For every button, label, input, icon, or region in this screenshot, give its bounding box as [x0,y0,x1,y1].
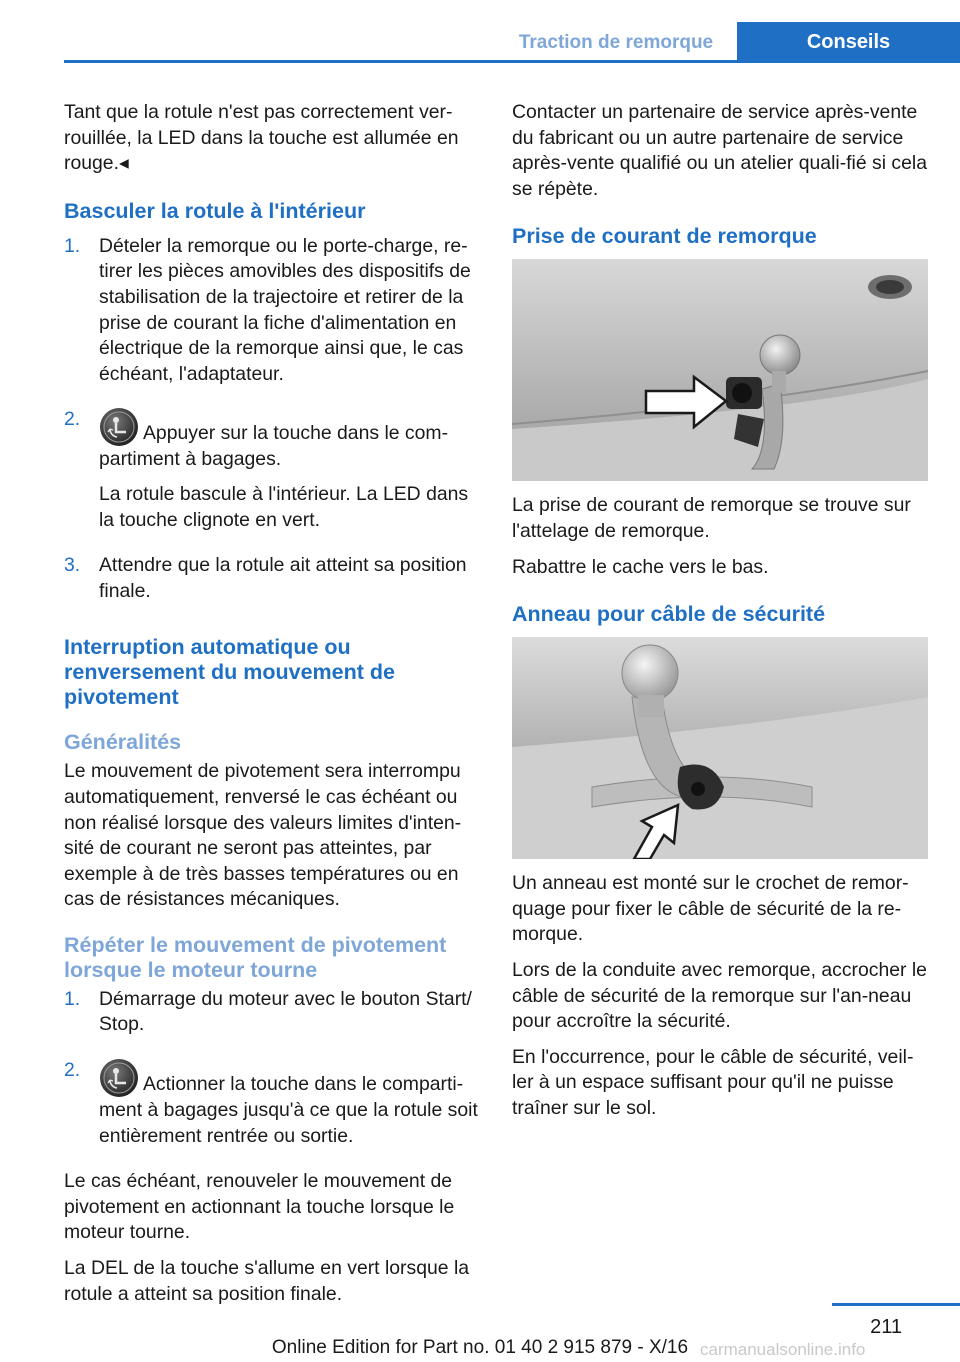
step-subtext: La rotule bascule à l'intérieur. La LED dans la touche clignote en vert. [99,482,469,531]
list-item [64,234,480,397]
prise-paragraph-1: La prise de courant de remorque se trouve sur l'attelage de remorque. [512,494,911,542]
repeter-paragraph-2: La DEL de la touche s'allume en vert lorsque la rotule a atteint sa position finale. [64,1257,470,1305]
trailer-hitch-button-icon [99,1058,139,1098]
step-text: Démarrage du moteur avec le bouton Start/ Stop. [99,987,472,1036]
right-column [512,100,928,1132]
page-header [0,22,960,62]
heading-basculer: Basculer la rotule à l'intérieur [64,198,366,223]
watermark: carmanualsonline.info [700,1340,866,1359]
anneau-paragraph-1: Un anneau est monté sur le crochet de remor-quage pour fixer le câble de sécurité de la re-morque. [512,872,909,946]
intro-paragraph: Tant que la rotule n'est pas correctement ver-rouillée, la LED dans la touche est allumée en rouge.◂ [64,101,459,175]
trailer-hitch-button-icon [99,407,139,447]
step-number: 2. [64,1059,81,1082]
anneau-paragraph-2: Lors de la conduite avec remorque, accrocher le câble de sécurité de la remorque sur l'an-neau pour accroître la sécurité. [512,958,927,1033]
trailer-socket-figure [512,259,928,481]
list-item [64,1058,480,1158]
section-title: Traction de remorque [518,32,714,53]
step-number: 2. [64,408,81,431]
step-number: 1. [64,987,81,1010]
contact-paragraph: Contacter un partenaire de service après-vente du fabricant ou un autre partenaire de service après-vente qualifié ou un atelier quali-fié si cela se répète. [512,101,927,200]
prise-paragraph-2: Rabattre le cache vers le bas. [512,555,769,578]
footer-rule [832,1303,960,1306]
step-text: Actionner la touche dans le comparti-ment à bagages jusqu'à ce que la rotule soit entièrement rentrée ou sortie. [99,1073,478,1147]
step-text: Attendre que la rotule ait atteint sa position finale. [99,554,467,602]
heading-repeter: Répéter le mouvement de pivotement lorsque le moteur tourne [64,932,447,982]
chapter-tab: Conseils [737,22,960,63]
left-column [64,100,480,1317]
step-number: 3. [64,554,81,577]
anneau-paragraph-3: En l'occurrence, pour le câble de sécurité, veil-ler à un espace suffisant pour qu'il ne puisse traîner sur le sol. [512,1045,914,1119]
repeter-steps [64,987,480,1158]
heading-interruption: Interruption automatique ou renversement du mouvement de pivotement [64,635,395,710]
heading-prise: Prise de courant de remorque [512,224,817,249]
header-rule [64,60,960,63]
heading-generalites: Généralités [64,730,182,755]
step-text: Dételer la remorque ou le porte-charge, re-tirer les pièces amovibles des dispositifs de stabilisation de la trajectoire et retirer de la prise de courant la fiche d'alimentation en électrique de la remorque ainsi que, le cas échéant, l'adaptateur. [99,234,471,385]
edition-note: Online Edition for Part no. 01 40 2 915 879 - X/16 [271,1337,689,1358]
list-item [64,987,480,1047]
basculer-steps [64,234,480,614]
safety-cable-ring-figure [512,637,928,859]
step-text: Appuyer sur la touche dans le com-partiment à bagages. [99,422,449,471]
generalites-paragraph: Le mouvement de pivotement sera interrompu automatiquement, renversé le cas échéant ou non réalisé lorsque des valeurs limites d'inten-sité de courant ne seront pas atteintes, par exemple à de très basses températures ou en cas de résistances mécaniques. [64,760,462,911]
list-item [64,553,480,613]
step-number: 1. [64,234,81,257]
repeter-paragraph-1: Le cas échéant, renouveler le mouvement de pivotement en actionnant la touche lorsque le moteur tourne. [64,1170,455,1244]
list-item [64,407,480,542]
page-number: 211 [870,1316,902,1338]
heading-anneau: Anneau pour câble de sécurité [512,602,826,627]
